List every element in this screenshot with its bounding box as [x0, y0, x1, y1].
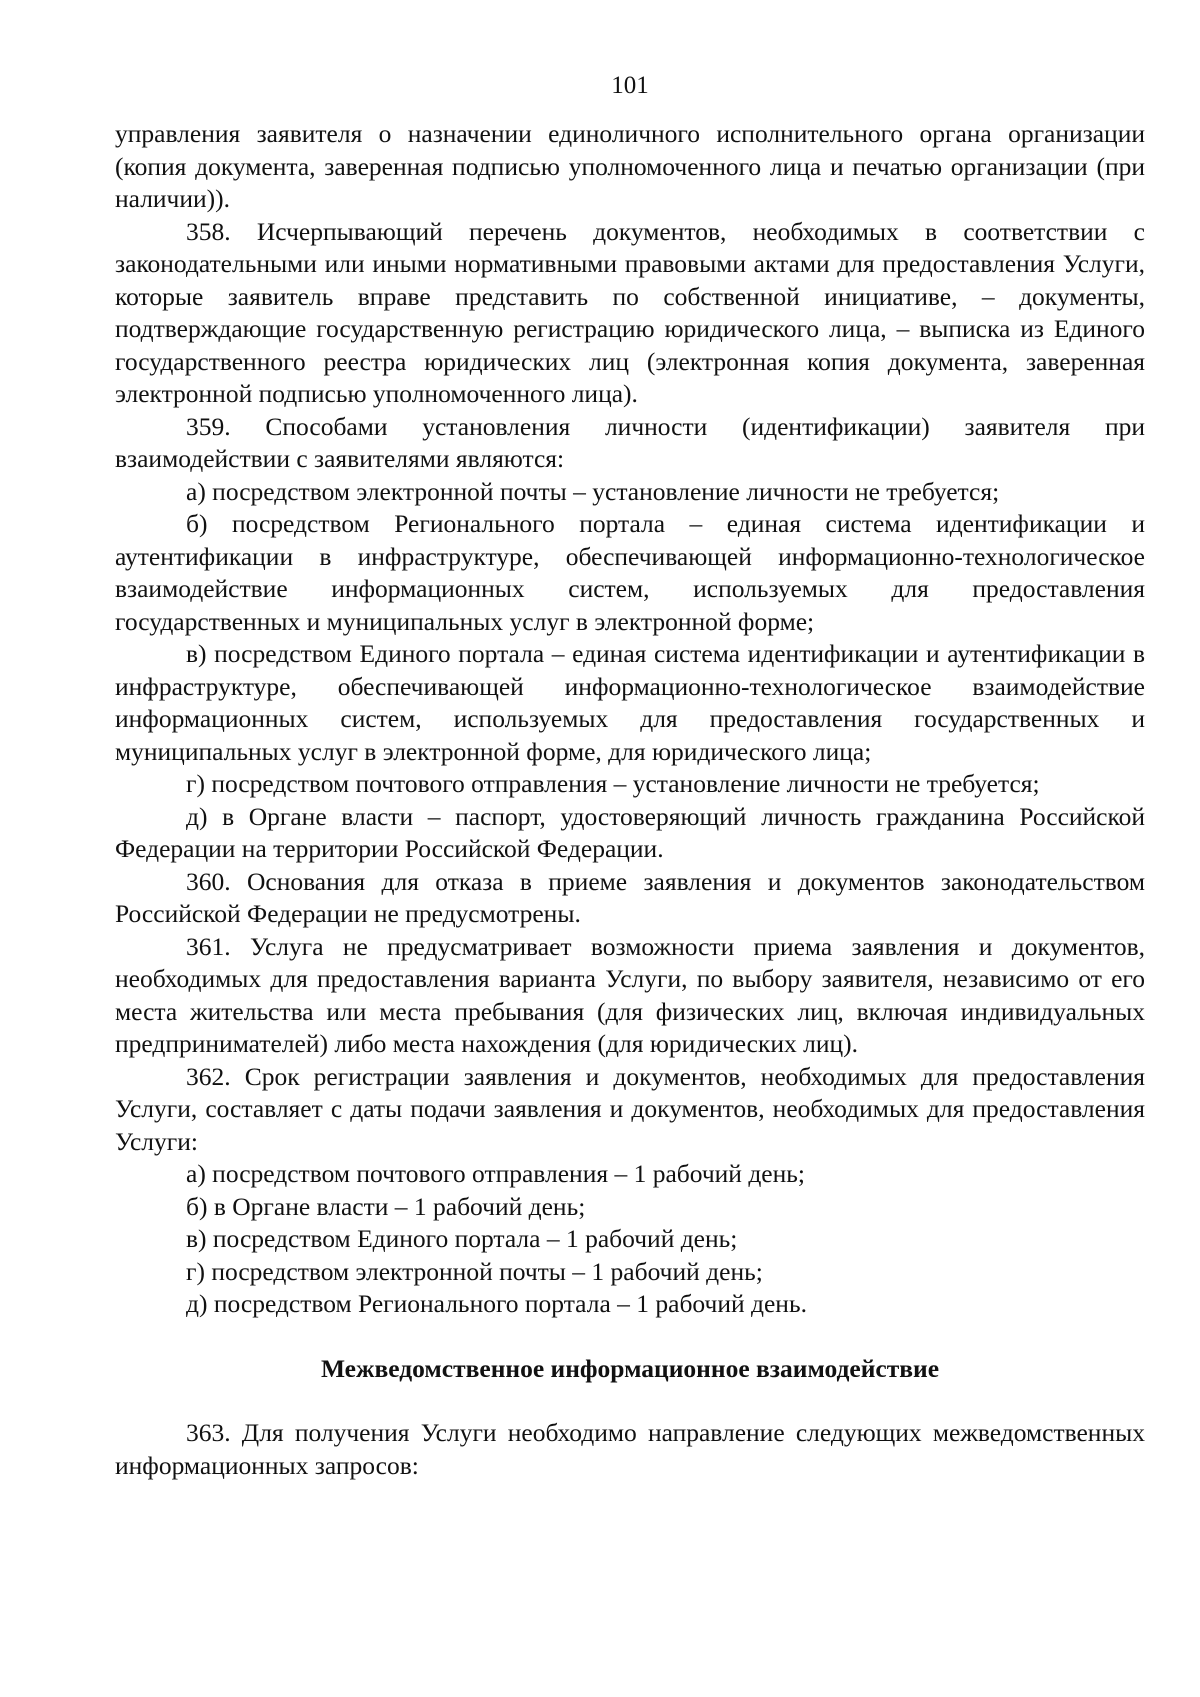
list-item-362-b: б) в Органе власти – 1 рабочий день; — [186, 1191, 586, 1221]
paragraph-continuation: управления заявителя о назначении единоличного исполнительного органа организации (копия документа, заверенная подписью уполномоченного лица и печатью организации (при наличии)). — [115, 119, 1145, 213]
list-item-359-a: а) посредством электронной почты – установление личности не требуется; — [186, 476, 1000, 506]
section-heading: Межведомственное информационное взаимодействие — [320, 1353, 940, 1383]
paragraph-362: 362. Срок регистрации заявления и документов, необходимых для предоставления Услуги, составляет с даты подачи заявления и документов, необходимых для предоставления Услуги: — [115, 1061, 1145, 1156]
list-item-359-d: д) в Органе власти – паспорт, удостоверяющий личность гражданина Российской Федерации на территории Российской Федерации. — [115, 801, 1145, 863]
paragraph-358: 358. Исчерпывающий перечень документов, необходимых в соответствии с законодательными или иными нормативными правовыми актами для предоставления Услуги, которые заявитель вправе представить по собственной инициативе, – документы, подтверждающие государственную регистрацию юридического лица, – выписка из Единого государственного реестра юридических лиц (электронная копия документа, заверенная электронной подписью уполномоченного лица). — [115, 216, 1145, 408]
paragraph-363: 363. Для получения Услуги необходимо направление следующих межведомственных информационных запросов: — [115, 1418, 1145, 1480]
list-item-362-d: д) посредством Регионального портала – 1 рабочий день. — [186, 1289, 807, 1318]
paragraph-359: 359. Способами установления личности (идентификации) заявителя при взаимодействии с заявителями являются: — [115, 411, 1145, 473]
paragraph-360: 360. Основания для отказа в приеме заявления и документов законодательством Российской Федерации не предусмотрены. — [115, 866, 1145, 928]
list-item-359-g: г) посредством почтового отправления – установление личности не требуется; — [186, 769, 1040, 798]
list-item-359-b: б) посредством Регионального портала – единая система идентификации и аутентификации в инфраструктуре, обеспечивающей информационно-технологическое взаимодействие информационных систем, используемых для предоставления государственных и муниципальных услуг в электронной форме; — [115, 509, 1145, 636]
page-number: 101 — [611, 72, 649, 99]
list-item-362-g: г) посредством электронной почты – 1 рабочий день; — [186, 1256, 763, 1286]
paragraph-361: 361. Услуга не предусматривает возможности приема заявления и документов, необходимых для предоставления варианта Услуги, по выбору заявителя, независимо от его места жительства или места пребывания (для физических лиц, включая индивидуальных предпринимателей) либо места нахождения (для юридических лиц). — [115, 931, 1145, 1058]
document-body — [115, 118, 1145, 1482]
list-item-359-v: в) посредством Единого портала – единая система идентификации и аутентификации в инфраструктуре, обеспечивающей информационно-технологическое взаимодействие информационных систем, используемых для предоставления государственных и муниципальных услуг в электронной форме, для юридического лица; — [115, 639, 1145, 766]
list-item-362-a: а) посредством почтового отправления – 1 рабочий день; — [186, 1159, 805, 1188]
list-item-362-v: в) посредством Единого портала – 1 рабочий день; — [186, 1224, 738, 1253]
